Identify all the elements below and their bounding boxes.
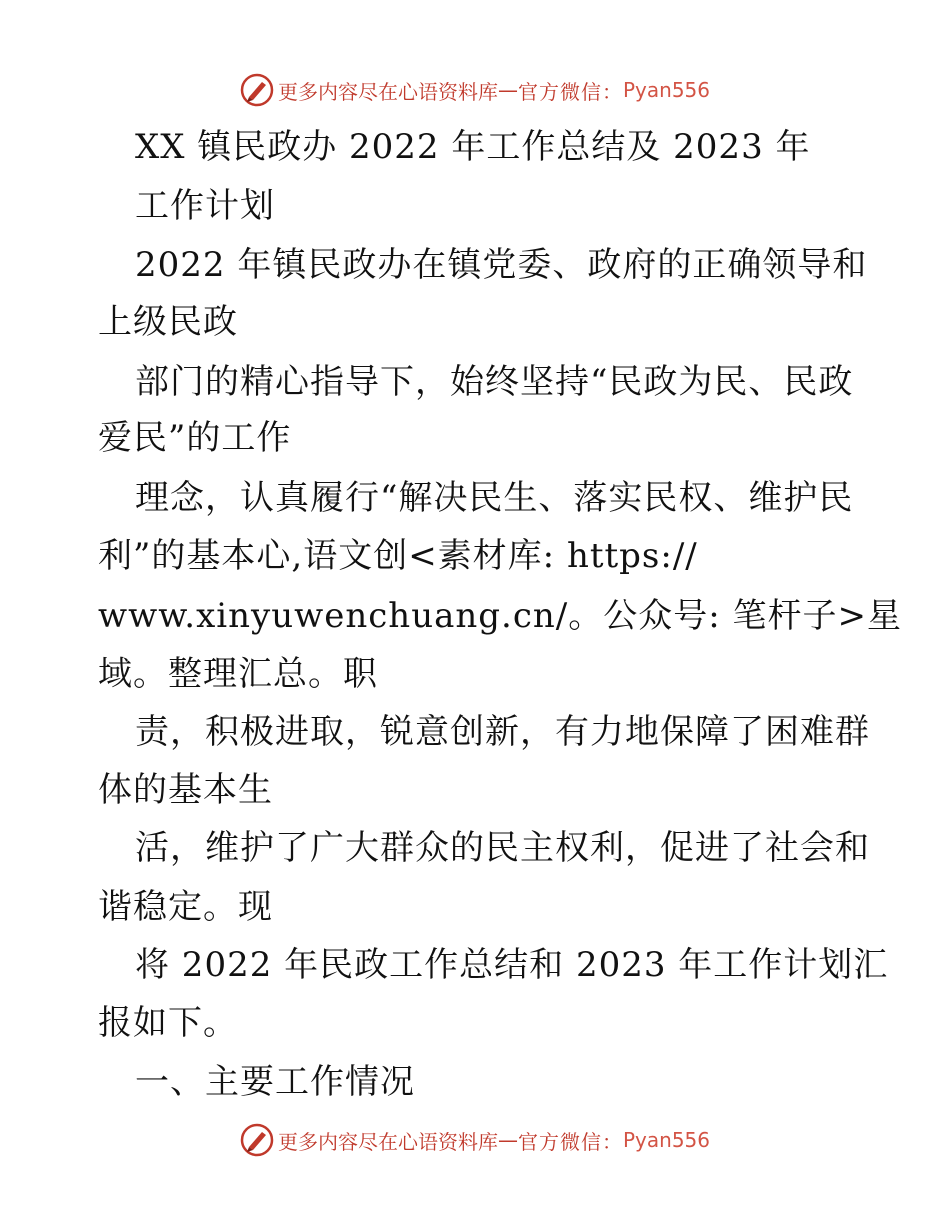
document-title-line-2: 工作计划 xyxy=(135,186,275,226)
section-heading: 一、主要工作情况 xyxy=(135,1062,415,1102)
paragraph-line: 活，维护了广大群众的民主权利，促进了社会和 xyxy=(135,828,870,868)
paragraph-line: 责，积极进取，锐意创新，有力地保障了困难群 xyxy=(135,712,870,752)
paragraph-line: 域。整理汇总。职 xyxy=(98,654,378,694)
banner-text: 更多内容尽在心语资料库 xyxy=(277,1129,498,1154)
paragraph-line: 体的基本生 xyxy=(98,770,273,810)
banner-label: 官方微信： xyxy=(517,1129,623,1154)
footer-watermark-banner xyxy=(0,1120,950,1160)
paragraph-line: 上级民政 xyxy=(98,302,238,342)
header-watermark-banner xyxy=(0,70,950,110)
paragraph-line: 部门的精心指导下，始终坚持“民政为民、民政 xyxy=(135,362,854,402)
banner-wechat-id: Pyan556 xyxy=(622,1128,710,1152)
paragraph-line: 理念，认真履行“解决民生、落实民权、维护民 xyxy=(135,478,854,518)
document-title-line-1: XX 镇民政办 2022 年工作总结及 2023 年 xyxy=(135,127,811,167)
paragraph-line: 谐稳定。现 xyxy=(98,887,273,927)
paragraph-line: 爱民”的工作 xyxy=(98,418,292,458)
paragraph-line: 2022 年镇民政办在镇党委、政府的正确领导和 xyxy=(135,245,868,285)
banner-separator: — xyxy=(497,1128,518,1152)
banner-text: 更多内容尽在心语资料库 xyxy=(277,79,498,104)
paragraph-line: 利”的基本心,语文创<素材库: https:// xyxy=(98,536,698,576)
pen-logo-icon xyxy=(240,73,274,107)
paragraph-line: 报如下。 xyxy=(98,1003,238,1043)
banner-separator: — xyxy=(497,78,518,102)
pen-logo-icon xyxy=(240,1123,274,1157)
banner-wechat-id: Pyan556 xyxy=(622,78,710,102)
paragraph-line: www.xinyuwenchuang.cn/。公众号: 笔杆子>星 xyxy=(98,596,902,636)
paragraph-line: 将 2022 年民政工作总结和 2023 年工作计划汇 xyxy=(135,945,889,985)
banner-label: 官方微信： xyxy=(517,79,623,104)
